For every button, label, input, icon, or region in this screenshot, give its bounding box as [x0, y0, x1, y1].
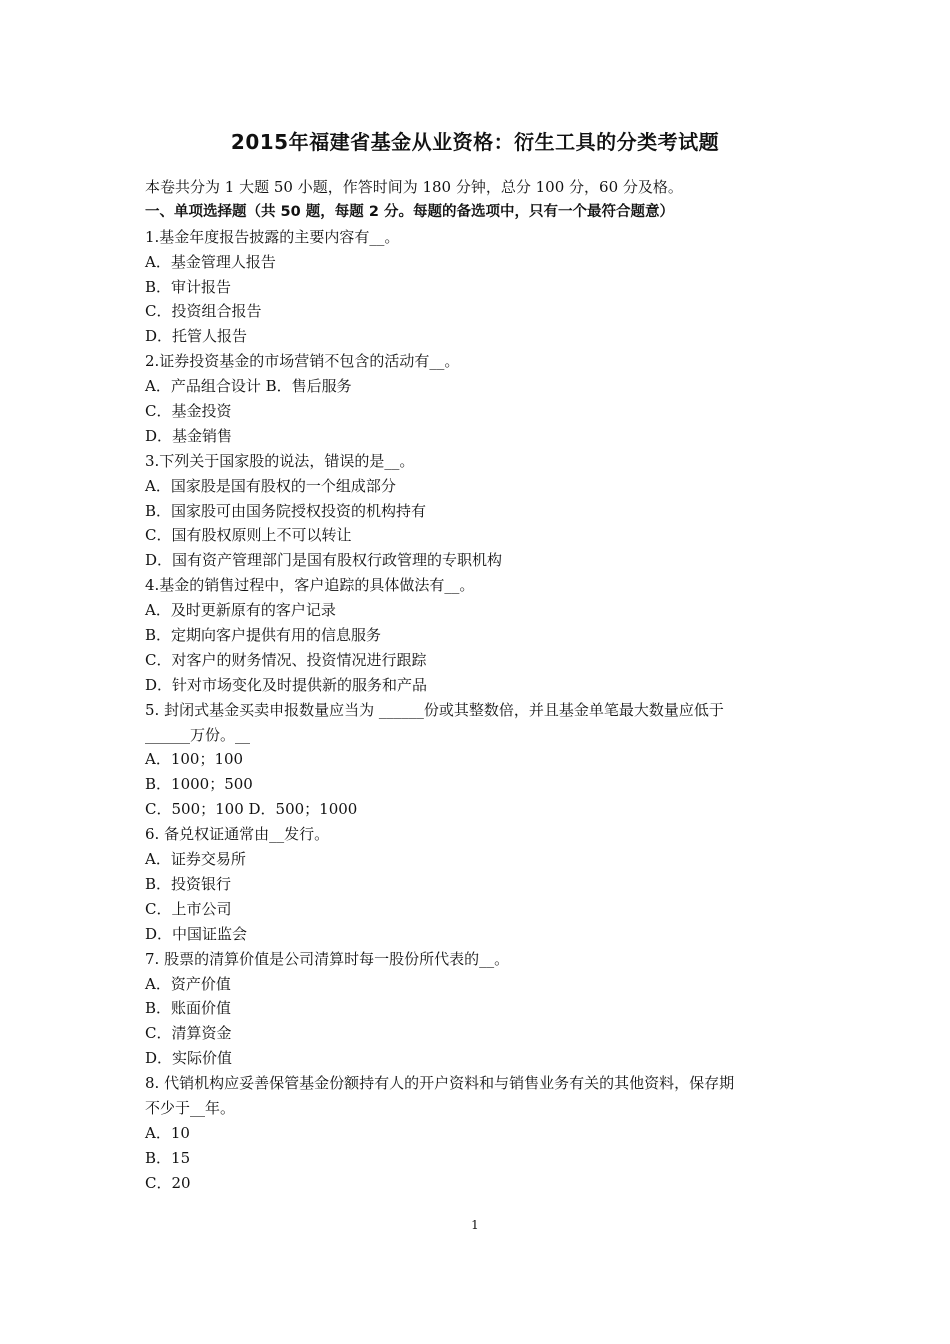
answer-option: A．资产价值: [145, 974, 231, 993]
answer-option: B．1000；500: [145, 775, 253, 794]
question-line: 1.基金年度报告披露的主要内容有__。: [145, 227, 400, 246]
document-title: 2015年福建省基金从业资格：衍生工具的分类考试题: [230, 130, 720, 154]
answer-option: C．清算资金: [145, 1024, 232, 1043]
question-line: 8. 代销机构应妥善保管基金份额持有人的开户资料和与销售业务有关的其他资料，保存期: [145, 1074, 735, 1093]
section-heading: 一、单项选择题（共 50 题，每题 2 分。每题的备选项中，只有一个最符合题意）: [145, 203, 674, 220]
answer-option: C．20: [145, 1173, 191, 1192]
question-line: 4.基金的销售过程中，客户追踪的具体做法有__。: [145, 576, 475, 595]
answer-option: C．500；100 D．500；1000: [145, 800, 358, 819]
answer-option: B．投资银行: [145, 874, 232, 893]
question-line: 7. 股票的清算价值是公司清算时每一股份所代表的__。: [145, 949, 510, 968]
answer-option: A．10: [145, 1123, 190, 1142]
answer-option: B．定期向客户提供有用的信息服务: [145, 626, 382, 645]
answer-option: A．基金管理人报告: [145, 252, 276, 271]
answer-option: D．国有资产管理部门是国有股权行政管理的专职机构: [145, 551, 503, 570]
answer-option: D．实际价值: [145, 1049, 233, 1068]
answer-option: C．对客户的财务情况、投资情况进行跟踪: [145, 650, 427, 669]
answer-option: D．基金销售: [145, 426, 233, 445]
question-line: 6. 备兑权证通常由__发行。: [145, 825, 330, 844]
answer-option: A．及时更新原有的客户记录: [145, 601, 336, 620]
answer-option: B．国家股可由国务院授权投资的机构持有: [145, 501, 427, 520]
question-line: ______万份。__: [145, 725, 251, 744]
answer-option: B．审计报告: [145, 277, 232, 296]
answer-option: D．托管人报告: [145, 327, 248, 346]
answer-option: D．针对市场变化及时提供新的服务和产品: [145, 675, 428, 694]
answer-option: C．基金投资: [145, 402, 232, 421]
page-number: 1: [471, 1218, 479, 1232]
answer-option: C．国有股权原则上不可以转让: [145, 526, 352, 545]
answer-option: C．投资组合报告: [145, 302, 262, 321]
answer-option: A．证券交易所: [145, 850, 246, 869]
answer-option: C．上市公司: [145, 899, 232, 918]
question-line: 3.下列关于国家股的说法，错误的是__。: [145, 451, 415, 470]
answer-option: B．账面价值: [145, 999, 232, 1018]
question-line: 5. 封闭式基金买卖申报数量应当为 ______份或其整数倍，并且基金单笔最大数量应低于: [145, 700, 724, 719]
exam-intro: 本卷共分为 1 大题 50 小题，作答时间为 180 分钟，总分 100 分，60 分及格。: [145, 178, 683, 196]
answer-option: D．中国证监会: [145, 924, 248, 943]
exam-content: [145, 175, 825, 1196]
answer-option: A．100；100: [145, 750, 244, 769]
question-line: 2.证券投资基金的市场营销不包含的活动有__。: [145, 352, 460, 371]
question-line: 不少于__年。: [145, 1098, 236, 1117]
answer-option: B．15: [145, 1148, 191, 1167]
answer-option: A．国家股是国有股权的一个组成部分: [145, 476, 396, 495]
question-list: [145, 225, 825, 1196]
answer-option: A．产品组合设计 B．售后服务: [145, 377, 352, 396]
